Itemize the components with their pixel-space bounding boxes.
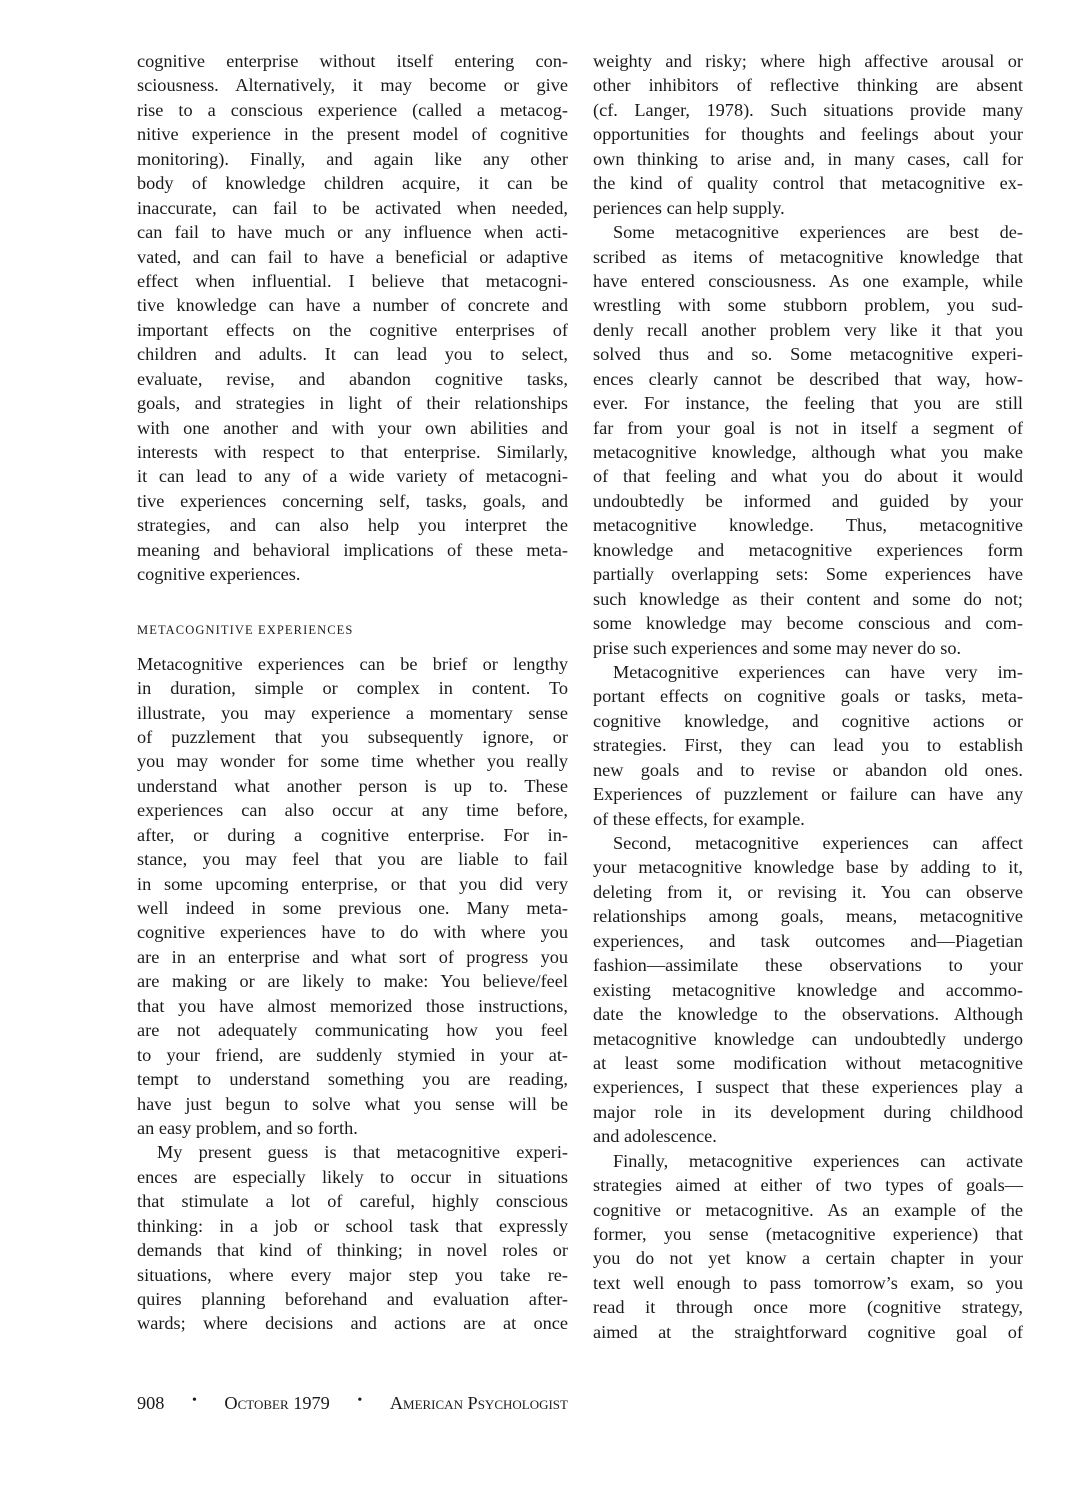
section-heading: METACOGNITIVE EXPERIENCES: [137, 622, 354, 637]
text-line: interests with respect to that enterprise. Similarly,: [137, 442, 568, 462]
text-line: solved thus and so. Some metacognitive experi-: [593, 344, 1023, 365]
text-line: such knowledge as their content and some do not;: [593, 588, 1023, 609]
text-line: wrestling with some stubborn problem, you sud-: [593, 295, 1023, 316]
text-line: rise to a conscious experience (called a metacog-: [137, 99, 568, 120]
text-line: with one another and with your own abilities and: [137, 417, 568, 438]
text-line: are in an enterprise and what sort of progress you: [137, 946, 568, 967]
text-line: partially overlapping sets: Some experiences have: [593, 564, 1023, 585]
paragraph: [593, 49, 1023, 220]
text-line: new goals and to revise or abandon old ones.: [593, 759, 1023, 780]
text-line: scribed as items of metacognitive knowledge that: [593, 246, 1023, 267]
paragraph: [593, 1149, 1023, 1345]
text-line: own thinking to arise and, in many cases, call for: [593, 148, 1023, 169]
text-line: that you have almost memorized those instructions,: [137, 995, 568, 1016]
paragraph: [593, 660, 1023, 831]
text-line: Metacognitive experiences can be brief or lengthy: [137, 653, 568, 674]
text-line: cognitive experiences.: [137, 564, 301, 585]
text-line: you may wonder for some time whether you really: [137, 751, 568, 772]
text-line: effect when influential. I believe that metacogni-: [137, 270, 568, 291]
page-number: 908: [137, 1393, 165, 1413]
right-column: [593, 49, 1023, 1344]
text-line: an easy problem, and so forth.: [137, 1117, 358, 1138]
text-line: prise such experiences and some may never do so.: [593, 637, 962, 658]
text-line: fashion—assimilate these observations to your: [593, 955, 1023, 976]
text-line: children and adults. It can lead you to select,: [137, 344, 568, 365]
text-line: monitoring). Finally, and again like any other: [137, 148, 568, 169]
text-line: tempt to understand something you are reading,: [137, 1069, 568, 1090]
text-line: strategies, and can also help you interpret the: [137, 515, 568, 536]
text-line: undoubtedly be informed and guided by your: [593, 490, 1023, 511]
left-column: [137, 49, 568, 1336]
text-line: Some metacognitive experiences are best de-: [613, 222, 1023, 243]
text-line: knowledge and metacognitive experiences form: [593, 539, 1023, 560]
text-line: quires planning beforehand and evaluation after-: [137, 1289, 568, 1309]
text-line: cognitive experiences have to do with where you: [137, 922, 568, 943]
text-line: have entered consciousness. As one example, while: [593, 270, 1023, 291]
text-line: to your friend, are suddenly stymied in your at-: [137, 1044, 568, 1065]
text-line: date the knowledge to the observations. Although: [593, 1004, 1023, 1025]
text-line: illustrate, you may experience a momentary sense: [137, 702, 568, 723]
text-line: other inhibitors of reflective thinking are absent: [593, 75, 1023, 96]
text-line: of puzzlement that you subsequently ignore, or: [137, 726, 568, 747]
text-line: ences are especially likely to occur in situations: [137, 1166, 568, 1187]
paragraph: [593, 831, 1023, 1149]
text-line: important effects on the cognitive enterprises of: [137, 319, 568, 340]
text-line: cognitive knowledge, and cognitive actions or: [593, 710, 1023, 731]
text-line: metacognitive knowledge, although what you make: [593, 442, 1023, 462]
text-line: wards; where decisions and actions are at once: [137, 1313, 568, 1334]
text-line: of these effects, for example.: [593, 808, 805, 829]
text-line: Finally, metacognitive experiences can activate: [613, 1150, 1023, 1171]
text-line: can fail to have much or any influence when acti-: [137, 222, 568, 243]
text-line: at least some modification without metacognitive: [593, 1052, 1023, 1073]
bullet-separator: •: [357, 1393, 363, 1408]
text-line: some knowledge may become conscious and com-: [593, 613, 1023, 634]
text-line: strategies aimed at either of two types of goals—: [593, 1175, 1023, 1196]
issue-date: October 1979: [224, 1393, 330, 1413]
text-line: major role in its development during childhood: [593, 1101, 1023, 1122]
text-line: read it through once more (cognitive strategy,: [593, 1297, 1023, 1318]
text-line: nitive experience in the present model of cognitive: [137, 124, 568, 145]
text-line: of that feeling and what you do about it would: [593, 466, 1023, 487]
bullet-separator: •: [191, 1393, 197, 1408]
text-line: body of knowledge children acquire, it can be: [137, 173, 568, 194]
text-line: situations, where every major step you take re-: [137, 1264, 568, 1285]
text-line: are not adequately communicating how you feel: [137, 1020, 568, 1041]
text-line: sciousness. Alternatively, it may become or give: [137, 75, 568, 96]
text-line: opportunities for thoughts and feelings about your: [593, 124, 1023, 145]
text-line: experiences can also occur at any time before,: [137, 800, 568, 821]
text-line: metacognitive knowledge. Thus, metacognitive: [593, 515, 1023, 536]
page-footer: [137, 1393, 568, 1414]
text-line: thinking: in a job or school task that expressly: [137, 1215, 568, 1236]
text-line: deleting from it, or revising it. You can observe: [593, 881, 1023, 902]
text-line: existing metacognitive knowledge and accommo-: [593, 979, 1023, 1000]
paragraph: [137, 1140, 568, 1336]
text-line: ences clearly cannot be described that way, how-: [593, 368, 1023, 389]
text-line: your metacognitive knowledge base by adding to it,: [593, 857, 1023, 878]
text-line: weighty and risky; where high affective arousal or: [593, 51, 1023, 71]
text-line: demands that kind of thinking; in novel roles or: [137, 1240, 568, 1261]
text-line: have just begun to solve what you sense will be: [137, 1093, 568, 1114]
text-line: and adolescence.: [593, 1126, 717, 1147]
text-line: the kind of quality control that metacognitive ex-: [593, 173, 1023, 194]
text-line: you do not yet know a certain chapter in your: [593, 1248, 1023, 1269]
journal-name: American Psychologist: [389, 1393, 568, 1413]
text-line: tive knowledge can have a number of concrete and: [137, 295, 568, 316]
text-line: experiences, I suspect that these experiences play a: [593, 1077, 1023, 1098]
text-line: former, you sense (metacognitive experience) that: [593, 1224, 1023, 1244]
text-line: Metacognitive experiences can have very im-: [613, 661, 1023, 682]
text-line: relationships among goals, means, metacognitive: [593, 906, 1023, 927]
text-line: goals, and strategies in light of their relationships: [137, 393, 568, 414]
text-line: cognitive or metacognitive. As an example of the: [593, 1199, 1023, 1220]
text-line: stance, you may feel that you are liable to fail: [137, 849, 568, 870]
text-line: evaluate, revise, and abandon cognitive tasks,: [137, 368, 568, 389]
text-line: periences can help supply.: [593, 197, 785, 218]
text-line: tive experiences concerning self, tasks, goals, and: [137, 490, 568, 511]
text-line: text well enough to pass tomorrow’s exam, so you: [593, 1272, 1023, 1293]
text-line: denly recall another problem very like it that you: [593, 319, 1023, 340]
text-line: ever. For instance, the feeling that you are still: [593, 393, 1023, 414]
text-line: experiences, and task outcomes and—Piagetian: [593, 930, 1023, 951]
text-line: strategies. First, they can lead you to establish: [593, 735, 1023, 756]
text-line: understand what another person is up to. These: [137, 775, 568, 796]
text-line: far from your goal is not in itself a segment of: [593, 417, 1023, 438]
text-line: after, or during a cognitive enterprise. For in-: [137, 824, 568, 845]
text-line: that stimulate a lot of careful, highly conscious: [137, 1191, 568, 1212]
text-line: My present guess is that metacognitive experi-: [157, 1142, 568, 1163]
text-line: (cf. Langer, 1978). Such situations provide many: [593, 99, 1023, 120]
text-line: it can lead to any of a wide variety of metacogni-: [137, 466, 568, 487]
text-line: in duration, simple or complex in content. To: [137, 678, 568, 699]
paragraph: [137, 652, 568, 1141]
text-line: cognitive enterprise without itself entering con-: [137, 51, 568, 71]
text-line: portant effects on cognitive goals or tasks, meta-: [593, 686, 1023, 707]
paragraph: [593, 220, 1023, 660]
text-line: Second, metacognitive experiences can affect: [613, 833, 1023, 853]
text-line: Experiences of puzzlement or failure can have any: [593, 784, 1023, 805]
text-line: meaning and behavioral implications of these meta-: [137, 539, 568, 560]
text-line: in some upcoming enterprise, or that you did very: [137, 873, 568, 894]
text-line: metacognitive knowledge can undoubtedly undergo: [593, 1028, 1023, 1049]
text-line: inaccurate, can fail to be activated when needed,: [137, 197, 568, 218]
text-line: aimed at the straightforward cognitive goal of: [593, 1321, 1023, 1342]
text-line: are making or are likely to make: You believe/feel: [137, 971, 568, 992]
text-line: vated, and can fail to have a beneficial or adaptive: [137, 246, 568, 267]
paragraph: [137, 49, 568, 587]
text-line: well indeed in some previous one. Many meta-: [137, 898, 568, 918]
